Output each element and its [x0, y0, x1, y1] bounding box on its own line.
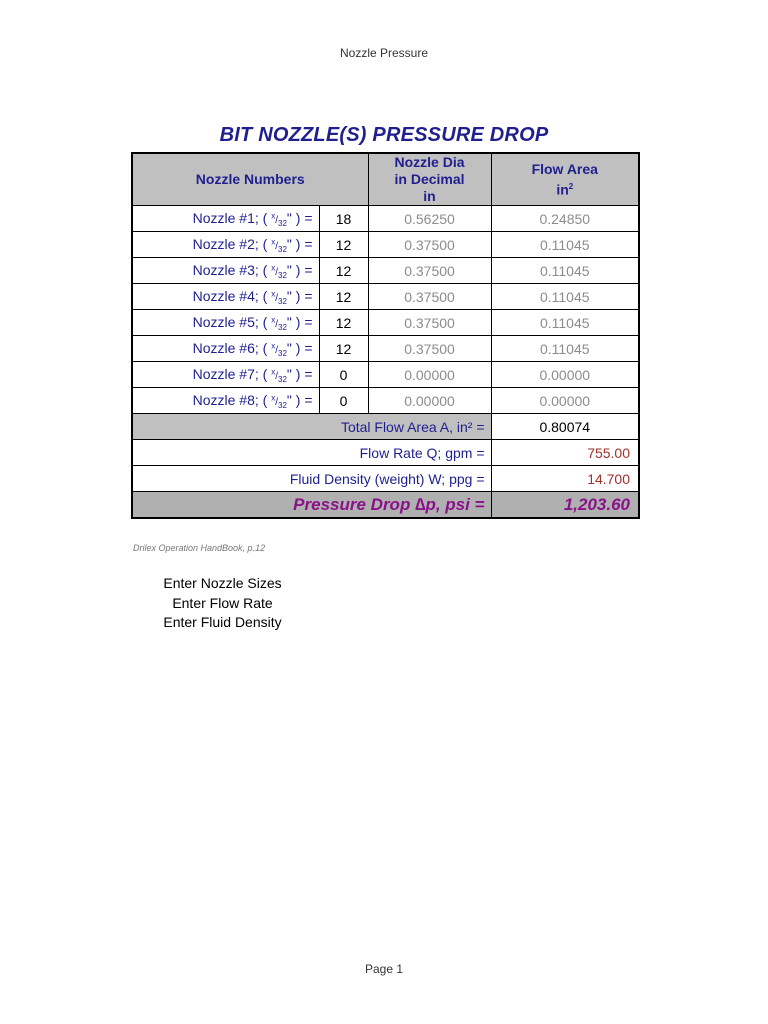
flow-area-value: 0.24850 — [491, 206, 639, 232]
fluid-density-label: Fluid Density (weight) W; ppg = — [132, 466, 491, 492]
table-row — [132, 206, 639, 232]
header-flow-area — [491, 153, 639, 206]
fraction-suffix: " ) = — [286, 391, 313, 408]
note-item: Enter Nozzle Sizes — [163, 575, 282, 591]
total-flow-area-value[interactable]: 0.80074 — [491, 414, 639, 440]
fraction-den: 32 — [278, 270, 287, 280]
fraction-den: 32 — [278, 218, 287, 228]
flow-rate-label: Flow Rate Q; gpm = — [132, 440, 491, 466]
flow-area-value: 0.00000 — [491, 362, 639, 388]
nozzle-dia-value: 0.00000 — [368, 388, 491, 414]
nozzle-dia-value: 0.00000 — [368, 362, 491, 388]
header-area-line1: Flow Area — [531, 160, 598, 177]
header-area-sup: 2 — [568, 181, 574, 191]
header-dia-line3: in — [423, 188, 436, 204]
table-row — [132, 388, 639, 414]
fraction-suffix: " ) = — [286, 365, 313, 382]
fraction-num: x — [271, 315, 276, 325]
nozzle-label-text: Nozzle #3; ( — [192, 261, 268, 278]
nozzle-label — [132, 258, 319, 284]
nozzle-size-input[interactable]: 12 — [319, 258, 368, 284]
header-nozzle-numbers: Nozzle Numbers — [132, 153, 368, 206]
nozzle-dia-value: 0.37500 — [368, 258, 491, 284]
nozzle-dia-value: 0.37500 — [368, 310, 491, 336]
fraction-num: x — [271, 237, 276, 247]
fraction-suffix: " ) = — [286, 313, 313, 330]
fraction-x-32: $^x/_{32}$ — [271, 315, 287, 332]
note-item: Enter Fluid Density — [163, 614, 282, 630]
page-header: Nozzle Pressure — [339, 46, 429, 60]
source-citation: Drilex Operation HandBook, p.12 — [133, 543, 266, 553]
fraction-x-32: $^x/_{32}$ — [271, 289, 287, 306]
fraction-suffix: " ) = — [286, 209, 313, 226]
fraction-num: x — [271, 211, 276, 221]
fraction-den: 32 — [278, 322, 287, 332]
fraction-num: x — [271, 393, 276, 403]
fraction-den: 32 — [278, 244, 287, 254]
nozzle-label — [132, 310, 319, 336]
nozzle-dia-value: 0.37500 — [368, 284, 491, 310]
fraction-num: x — [271, 289, 276, 299]
nozzle-size-input[interactable]: 12 — [319, 310, 368, 336]
nozzle-label-text: Nozzle #8; ( — [192, 391, 268, 408]
fraction-num: x — [271, 367, 276, 377]
header-dia-line1: Nozzle Dia — [394, 154, 465, 170]
nozzle-label-text: Nozzle #7; ( — [192, 365, 268, 382]
header-dia-line2: in Decimal — [394, 171, 465, 187]
nozzle-label-text: Nozzle #2; ( — [192, 235, 268, 252]
nozzle-size-input[interactable]: 12 — [319, 284, 368, 310]
fraction-x-32: $^x/_{32}$ — [271, 393, 287, 410]
total-flow-area-row — [132, 414, 639, 440]
note-item: Enter Flow Rate — [172, 594, 273, 611]
page-footer: Page 1 — [364, 962, 404, 976]
nozzle-label — [132, 336, 319, 362]
flow-area-value: 0.11045 — [491, 258, 639, 284]
nozzle-size-input[interactable]: 18 — [319, 206, 368, 232]
header-area-line2 — [498, 178, 633, 199]
fluid-density-row — [132, 466, 639, 492]
fraction-num: x — [271, 341, 276, 351]
table-row — [132, 336, 639, 362]
flow-area-value: 0.00000 — [491, 388, 639, 414]
total-flow-area-label: Total Flow Area A, in² = — [132, 414, 491, 440]
flow-area-value: 0.11045 — [491, 232, 639, 258]
fraction-suffix: " ) = — [286, 261, 313, 278]
flow-area-value: 0.11045 — [491, 284, 639, 310]
delta-symbol: ∆ — [415, 494, 426, 514]
nozzle-label-text: Nozzle #5; ( — [192, 313, 268, 330]
nozzle-label — [132, 232, 319, 258]
pressure-drop-prefix: Pressure Drop — [293, 494, 416, 514]
table-row — [132, 310, 639, 336]
fraction-x-32: $^x/_{32}$ — [271, 211, 287, 228]
flow-rate-row — [132, 440, 639, 466]
nozzle-label — [132, 284, 319, 310]
pressure-drop-label — [132, 492, 491, 519]
table-row — [132, 258, 639, 284]
fraction-den: 32 — [278, 296, 287, 306]
pressure-drop-row — [132, 492, 639, 519]
fraction-x-32: $^x/_{32}$ — [271, 341, 287, 358]
nozzle-size-input[interactable]: 0 — [319, 388, 368, 414]
nozzle-label-text: Nozzle #1; ( — [192, 209, 268, 226]
nozzle-size-input[interactable]: 12 — [319, 336, 368, 362]
fraction-suffix: " ) = — [286, 339, 313, 356]
table-row — [132, 232, 639, 258]
flow-area-value: 0.11045 — [491, 310, 639, 336]
nozzle-label — [132, 362, 319, 388]
header-area-unit: in — [556, 181, 569, 198]
table-row — [132, 362, 639, 388]
fraction-x-32: $^x/_{32}$ — [271, 367, 287, 384]
flow-rate-value[interactable]: 755.00 — [491, 440, 639, 466]
fraction-suffix: " ) = — [286, 235, 313, 252]
nozzle-dia-value: 0.56250 — [368, 206, 491, 232]
document-title: BIT NOZZLE(S) PRESSURE DROP — [219, 124, 549, 146]
nozzle-dia-value: 0.37500 — [368, 232, 491, 258]
pressure-drop-suffix: p, psi = — [425, 494, 485, 514]
nozzle-size-input[interactable]: 12 — [319, 232, 368, 258]
nozzle-label-text: Nozzle #6; ( — [192, 339, 268, 356]
fraction-x-32: $^x/_{32}$ — [271, 237, 287, 254]
nozzle-table — [131, 152, 640, 519]
flow-area-value: 0.11045 — [491, 336, 639, 362]
fraction-den: 32 — [278, 348, 287, 358]
nozzle-label — [132, 388, 319, 414]
fluid-density-value[interactable]: 14.700 — [491, 466, 639, 492]
fraction-x-32: $^x/_{32}$ — [271, 263, 287, 280]
fraction-den: 32 — [278, 400, 287, 410]
nozzle-size-input[interactable]: 0 — [319, 362, 368, 388]
fraction-suffix: " ) = — [286, 287, 313, 304]
table-header-row — [132, 153, 639, 206]
fraction-den: 32 — [278, 374, 287, 384]
instruction-notes — [140, 574, 305, 633]
table-row — [132, 284, 639, 310]
nozzle-dia-value: 0.37500 — [368, 336, 491, 362]
header-nozzle-dia — [368, 153, 491, 206]
fraction-num: x — [271, 263, 276, 273]
nozzle-label-text: Nozzle #4; ( — [192, 287, 268, 304]
pressure-drop-value[interactable]: 1,203.60 — [491, 492, 639, 519]
nozzle-label — [132, 206, 319, 232]
